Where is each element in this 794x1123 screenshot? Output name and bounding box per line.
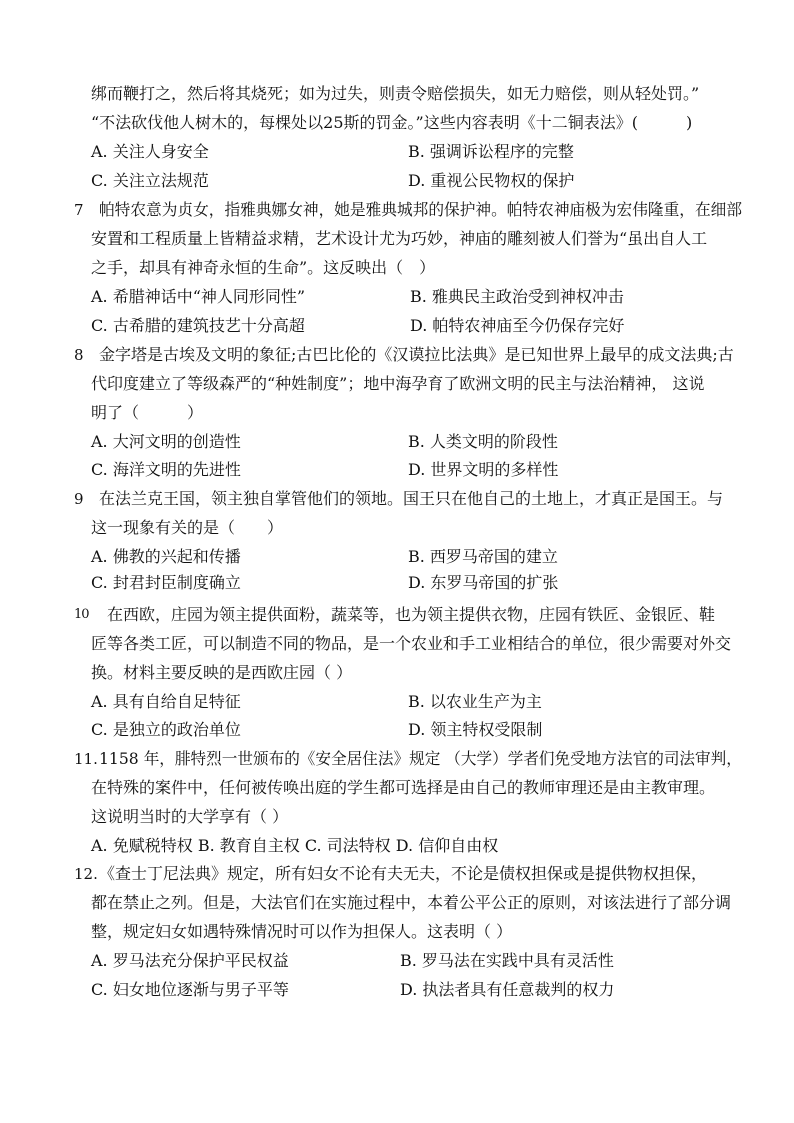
question-text-line: 明了（ ）: [91, 403, 204, 422]
question-text-line: 匠等各类工匠，可以制造不同的物品，是一个农业和手工业相结合的单位，很少需要对外交: [91, 634, 732, 653]
option-a: A. 关注人身安全: [91, 142, 209, 161]
option-d: D. 重视公民物权的保护: [408, 171, 575, 190]
option-d: D. 帕特农神庙至今仍保存完好: [410, 316, 625, 335]
question-text-line: “不法砍伐他人树木的，每棵处以25斯的罚金。”这些内容表明《十二铜表法》( ): [91, 113, 693, 132]
question-number: 10: [74, 607, 89, 622]
option-d: D. 执法者具有任意裁判的权力: [400, 980, 615, 999]
option-b: B. 以农业生产为主: [408, 692, 542, 711]
option-a: A. 佛教的兴起和传播: [91, 547, 241, 566]
question-text-line: 之手，却具有神奇永恒的生命”。这反映出（ ）: [91, 258, 436, 277]
question-text-line: 整，规定妇女如遇特殊情况时可以作为担保人。这表明（ ）: [91, 922, 513, 941]
option-d: D. 世界文明的多样性: [408, 460, 559, 479]
option-a: A. 希腊神话中“神人同形同性”: [91, 287, 306, 306]
question-text-line: 金字塔是古埃及文明的象征;古巴比伦的《汉谟拉比法典》是已知世界上最早的成文法典;古: [99, 345, 734, 364]
question-number: 8: [74, 346, 84, 364]
option-a: A. 罗马法充分保护平民权益: [91, 951, 289, 970]
option-b: B. 西罗马帝国的建立: [408, 547, 558, 566]
option-d: D. 东罗马帝国的扩张: [408, 573, 559, 592]
option-c: C. 是独立的政治单位: [91, 720, 241, 739]
option-b: B. 强调诉讼程序的完整: [408, 142, 574, 161]
question-text-line: 这说明当时的大学享有（ ）: [91, 807, 289, 826]
question-number: 7: [74, 201, 84, 219]
question-text-line: 《查士丁尼法典》规定，所有妇女不论有夫无夫，不论是债权担保或是提供物权担保，: [99, 864, 708, 883]
question-text-line: 绑而鞭打之，然后将其烧死；如为过失，则责令赔偿损失，如无力赔偿，则从轻处罚。”: [91, 84, 700, 103]
inline-options: A. 免赋税特权 B. 教育自主权 C. 司法特权 D. 信仰自由权: [91, 836, 499, 855]
question-text-line: 1158 年，腓特烈一世颁布的《安全居住法》规定 （大学）学者们免受地方法官的司法审判，: [99, 749, 742, 768]
option-c: C. 封君封臣制度确立: [91, 573, 241, 592]
option-b: B. 罗马法在实践中具有灵活性: [400, 951, 614, 970]
option-a: A. 大河文明的创造性: [91, 432, 241, 451]
option-c: C. 古希腊的建筑技艺十分高超: [91, 316, 305, 335]
option-a: A. 具有自给自足特征: [91, 692, 241, 711]
question-text-line: 在西欧，庄园为领主提供面粉，蔬菜等，也为领主提供衣物，庄园有铁匠、金银匠、鞋: [107, 605, 716, 624]
question-text-line: 换。材料主要反映的是西欧庄园（ ）: [91, 663, 353, 682]
question-text-line: 代印度建立了等级森严的“种姓制度”；地中海孕育了欧洲文明的民主与法治精神， 这说: [91, 374, 705, 393]
question-number: 9: [74, 490, 84, 508]
question-text-line: 安置和工程质量上皆精益求精，艺术设计尤为巧妙，神庙的雕刻被人们誉为“虽出自人工: [91, 229, 708, 248]
question-text-line: 帕特农意为贞女，指雅典娜女神，她是雅典城邦的保护神。帕特农神庙极为宏伟隆重，在细部: [99, 200, 743, 219]
question-text-line: 在法兰克王国，领主独自掌管他们的领地。国王只在他自己的土地上，才真正是国王。与: [99, 489, 724, 508]
question-number: 12.: [74, 865, 98, 883]
option-c: C. 海洋文明的先进性: [91, 460, 241, 479]
question-text-line: 这一现象有关的是（ ）: [91, 518, 284, 537]
option-c: C. 关注立法规范: [91, 171, 209, 190]
option-b: B. 雅典民主政治受到神权冲击: [410, 287, 624, 306]
question-text-line: 都在禁止之列。但是，大法官们在实施过程中，本着公平公正的原则，对该法进行了部分调: [91, 893, 732, 912]
option-b: B. 人类文明的阶段性: [408, 432, 558, 451]
option-c: C. 妇女地位逐渐与男子平等: [91, 980, 289, 999]
question-text-line: 在特殊的案件中，任何被传唤出庭的学生都可选择是由自己的教师审理还是由主教审理。: [91, 778, 716, 797]
option-d: D. 领主特权受限制: [408, 720, 543, 739]
question-number: 11.: [74, 750, 98, 768]
